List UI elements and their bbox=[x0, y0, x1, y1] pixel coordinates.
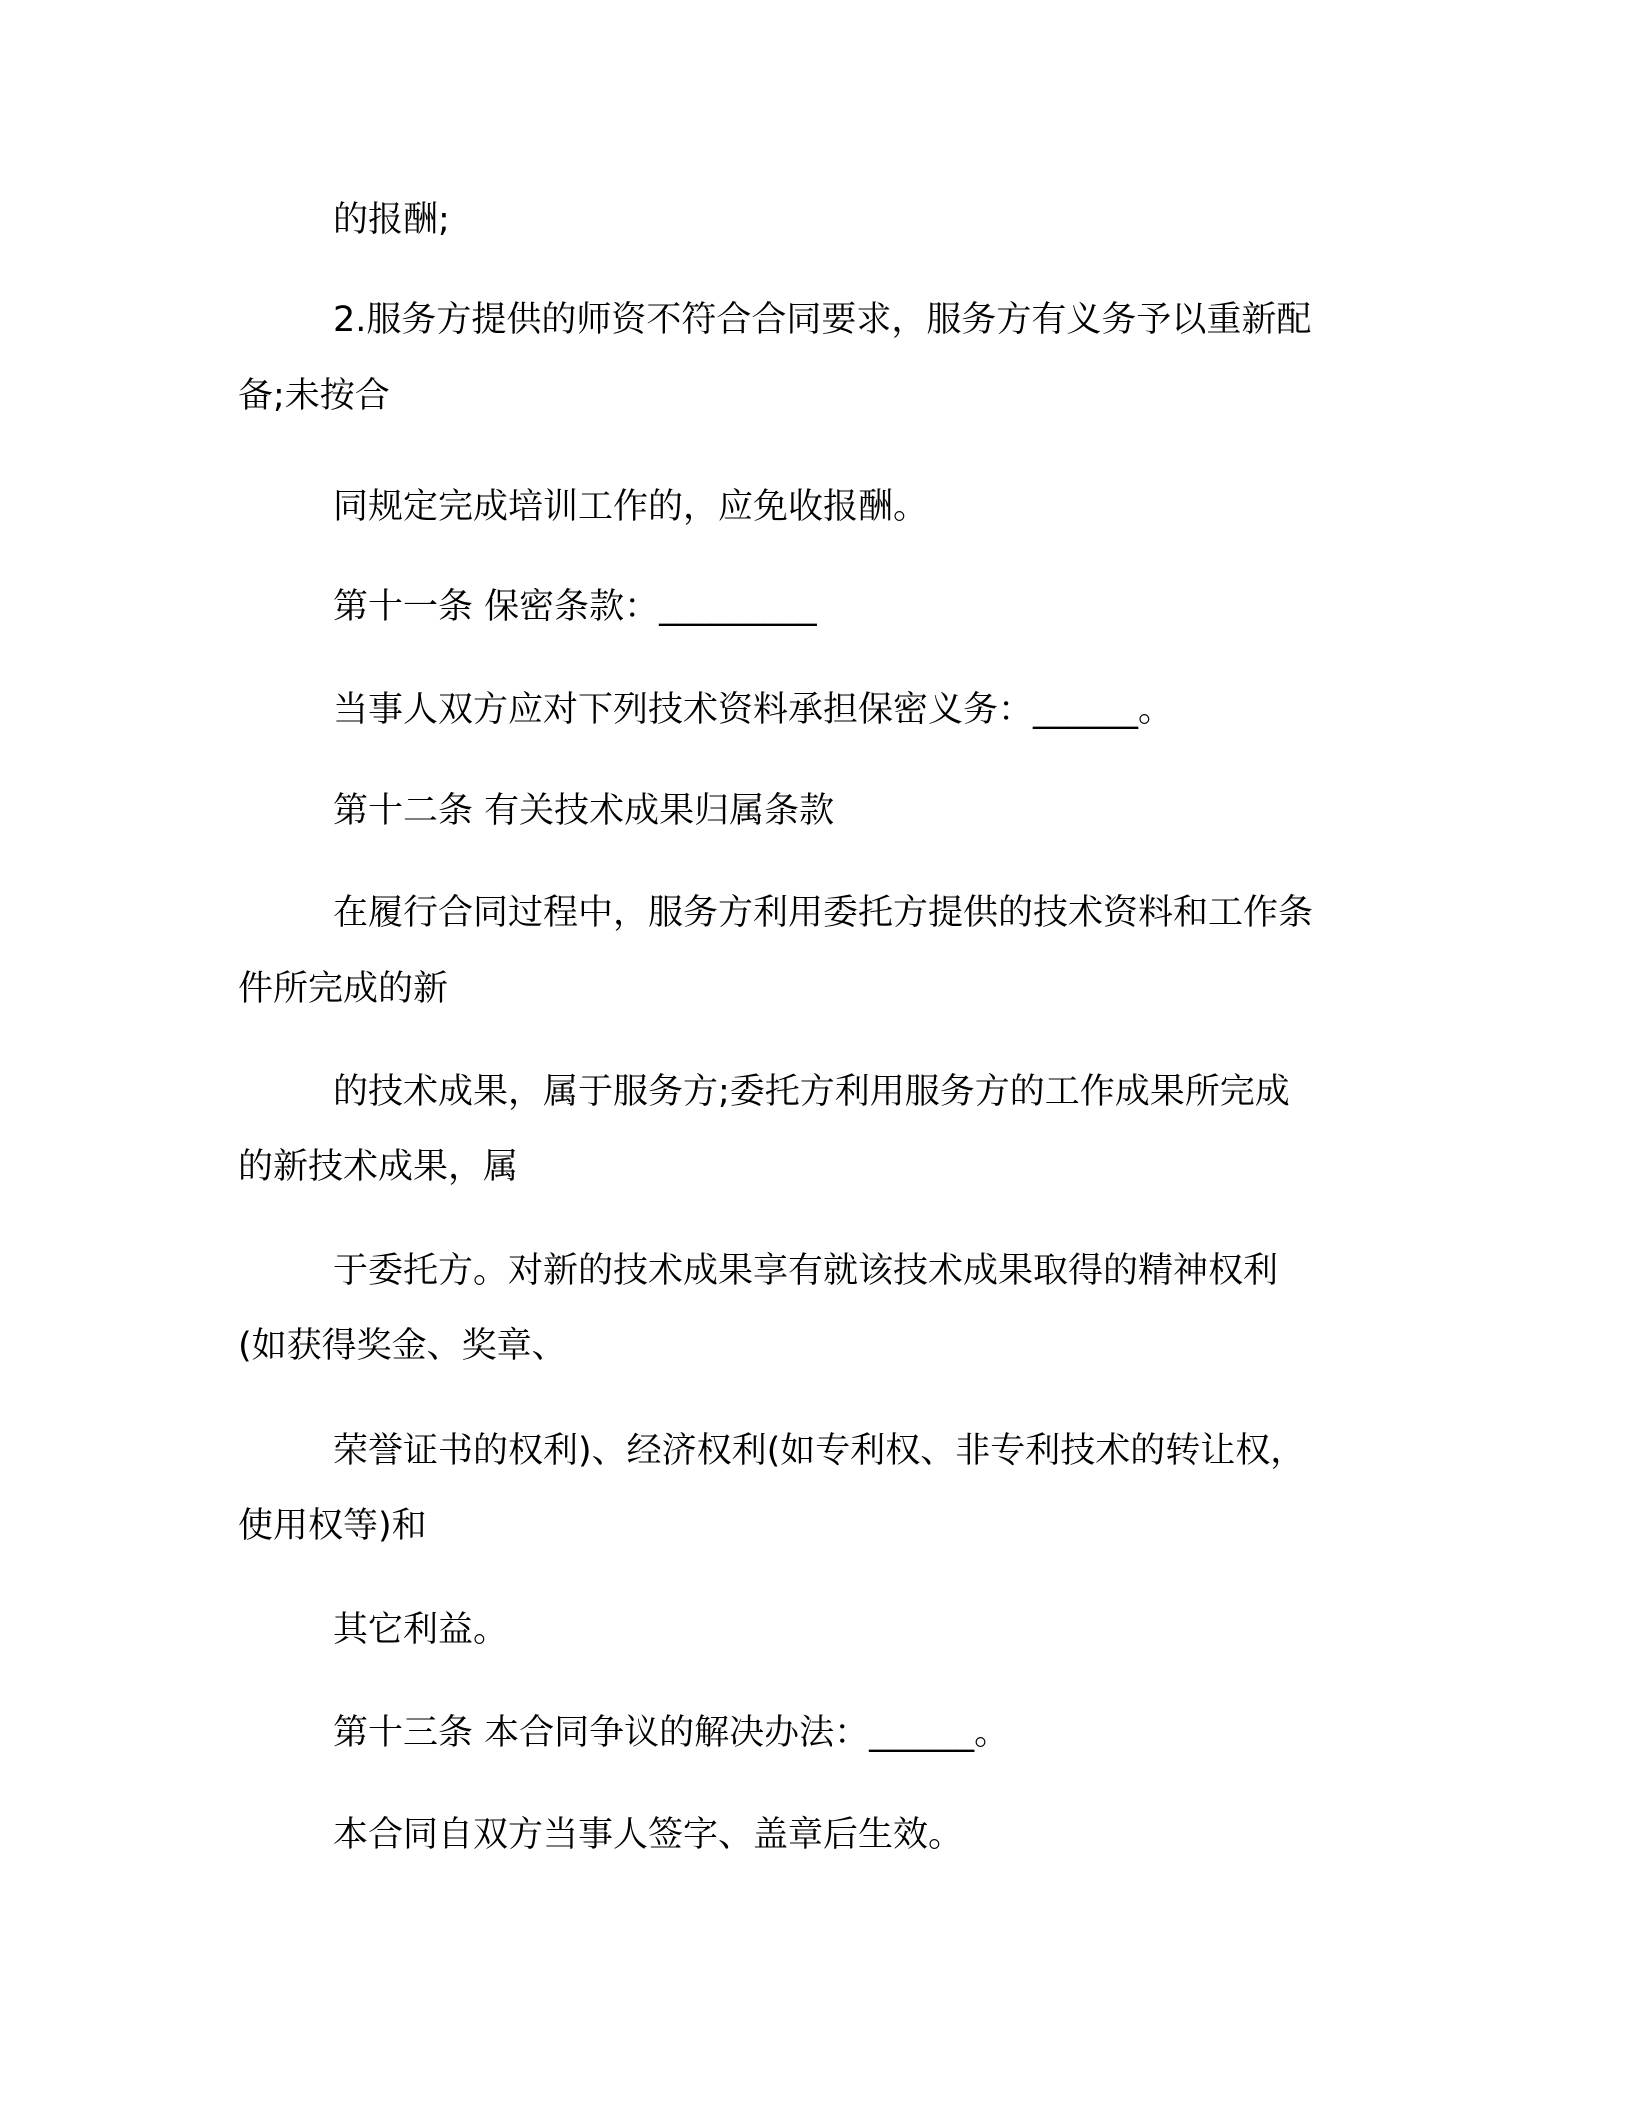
text-line-article-12-p1: 在履行合同过程中，服务方利用委托方提供的技术资料和工作条 bbox=[333, 893, 1314, 933]
text-line-article-12-p2: 的技术成果，属于服务方;委托方利用服务方的工作成果所完成 bbox=[333, 1072, 1290, 1112]
text-line-article-12-p3: 于委托方。对新的技术成果享有就该技术成果取得的精神权利 bbox=[333, 1251, 1279, 1291]
text-line-article-12-p1-wrap: 件所完成的新 bbox=[238, 969, 449, 1009]
article-12-heading: 第十二条 有关技术成果归属条款 bbox=[333, 791, 835, 831]
text-line-article-12-p2-wrap: 的新技术成果，属 bbox=[238, 1147, 519, 1187]
text-line-effective-clause: 本合同自双方当事人签字、盖章后生效。 bbox=[333, 1815, 964, 1855]
text-line-remuneration-end: 的报酬; bbox=[333, 200, 450, 240]
text-line-article-12-p4: 荣誉证书的权利)、经济权利(如专利权、非专利技术的转让权， bbox=[333, 1431, 1306, 1471]
text-line-other-interests: 其它利益。 bbox=[333, 1610, 509, 1650]
text-line-clause-2-wrap: 备;未按合 bbox=[238, 376, 390, 416]
article-11-heading: 第十一条 保密条款：_________ bbox=[333, 587, 817, 627]
text-line-article-12-p3-wrap: (如获得奖金、奖章、 bbox=[238, 1326, 567, 1366]
text-line-clause-2-end: 同规定完成培训工作的，应免收报酬。 bbox=[333, 487, 929, 527]
text-line-clause-2-start: 2.服务方提供的师资不符合合同要求，服务方有义务予以重新配 bbox=[333, 300, 1312, 340]
text-line-article-12-p4-wrap: 使用权等)和 bbox=[238, 1506, 427, 1546]
text-line-confidentiality: 当事人双方应对下列技术资料承担保密义务：______。 bbox=[333, 690, 1174, 730]
article-13-heading: 第十三条 本合同争议的解决办法：______。 bbox=[333, 1713, 1010, 1753]
